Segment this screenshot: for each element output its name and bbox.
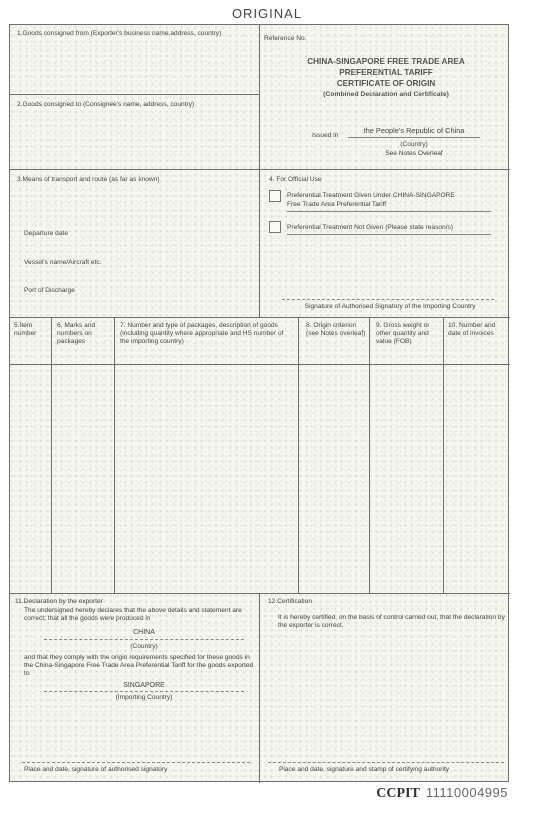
heading-line2: PREFERENTIAL TARIFF bbox=[339, 68, 433, 77]
divider bbox=[10, 364, 510, 365]
box12-label: 12.Certification bbox=[268, 598, 312, 605]
divider bbox=[259, 25, 260, 169]
ccpit-serial bbox=[376, 785, 508, 802]
box3-label: 3.Means of transport and route (as far as known) bbox=[17, 176, 160, 183]
vessel-name-label: Vessel's name/Aircraft etc. bbox=[24, 259, 102, 266]
serial-number: 11110004995 bbox=[425, 785, 508, 800]
exporting-country-value: CHINA bbox=[133, 629, 155, 636]
divider bbox=[443, 317, 444, 593]
col-marks-numbers: 6. Marks and numbers on packages bbox=[57, 322, 96, 345]
box4-label: 4. For Official Use bbox=[269, 176, 322, 183]
certificate-form bbox=[9, 24, 509, 782]
divider bbox=[259, 593, 260, 783]
treatment-not-given-label: Preferential Treatment Not Given (Please state reason/s) bbox=[287, 224, 454, 231]
divider bbox=[369, 317, 370, 593]
authority-signature-label: Place and date, signature and stamp of certifying authority bbox=[279, 766, 450, 773]
see-notes: See Notes Overleaf bbox=[385, 150, 443, 157]
importing-country-label: (Importing Country) bbox=[115, 694, 173, 701]
declaration-country-label: (Country) bbox=[130, 643, 158, 650]
treatment-given-line1: Preferential Treatment Given Under CHINA-SINGAPORE bbox=[287, 192, 455, 199]
departure-date-label: Departure date bbox=[24, 230, 68, 237]
box1-label: 1.Goods consigned from (Exporter's business name,address, country) bbox=[17, 30, 222, 37]
exporter-signature-line bbox=[22, 762, 250, 763]
treatment-given-checkbox[interactable] bbox=[269, 190, 281, 202]
divider bbox=[10, 94, 259, 95]
box11-label: 11.Declaration by the exporter bbox=[15, 598, 103, 605]
col-item-number: 5.Item number bbox=[14, 322, 37, 337]
issued-in-label: Issued in bbox=[312, 132, 339, 139]
col-gross-weight: 9. Gross weight or other quantity and value (FOB) bbox=[376, 322, 430, 345]
country-label: (Country) bbox=[400, 141, 428, 148]
treatment-given-line2: Free Trade Area Preferential Tariff bbox=[287, 201, 387, 208]
heading-line1: CHINA-SINGAPORE FREE TRADE AREA bbox=[307, 57, 465, 66]
col-invoices: 10. Number and date of invoices bbox=[448, 322, 496, 337]
divider bbox=[10, 317, 510, 318]
treatment-not-given-checkbox[interactable] bbox=[269, 221, 281, 233]
divider bbox=[298, 317, 299, 593]
import-underline bbox=[44, 691, 244, 692]
ccpit-brand: CCPIT bbox=[376, 786, 420, 801]
divider bbox=[10, 593, 510, 594]
col-description: 7. Number and type of packages, description of goods (including quantity where appropriate and HS number of the importing country) bbox=[120, 322, 284, 345]
divider bbox=[10, 169, 510, 170]
importing-country-value: SINGAPORE bbox=[123, 682, 165, 689]
port-of-discharge-label: Port of Discharge bbox=[24, 287, 75, 294]
treatment-not-given-underline bbox=[287, 234, 491, 235]
document-title: ORIGINAL bbox=[231, 6, 303, 21]
signature-line bbox=[282, 299, 494, 300]
declaration-text2: and that they comply with the origin requirements specified for these goods in the China-Singapore Free Trade Area Preferential Tariff for the goods exported to bbox=[24, 654, 254, 677]
heading-line3: CERTIFICATE OF ORIGIN bbox=[336, 79, 436, 88]
treatment-given-underline bbox=[287, 211, 491, 212]
certification-text: It is hereby certified, on the basis of control carried out, that the declaration by the exporter is correct. bbox=[278, 614, 505, 629]
authority-signature-line bbox=[268, 762, 504, 763]
issued-in-value: the People's Republic of China bbox=[363, 126, 465, 135]
divider bbox=[114, 317, 115, 593]
heading-sub: (Combined Declaration and Certificate) bbox=[323, 91, 449, 98]
declaration-text1: The undersigned hereby declares that the above details and statement are correct; that all the goods were produced in bbox=[24, 607, 242, 622]
country-underline bbox=[44, 639, 244, 640]
divider bbox=[51, 317, 52, 593]
col-origin-criterion: 8. Origin criterion (see Notes overleaf) bbox=[306, 322, 366, 337]
issued-in-underline bbox=[348, 137, 480, 138]
reference-label: Reference No. bbox=[264, 35, 307, 42]
exporter-signature-label: Place and date, signature of authorised signatory bbox=[24, 766, 168, 773]
box2-label: 2.Goods consigned to (Consignee's name, address, country) bbox=[17, 101, 195, 108]
importing-signature-label: Signature of Authorised Signatory of the Importing Country bbox=[304, 303, 476, 310]
divider bbox=[259, 169, 260, 317]
